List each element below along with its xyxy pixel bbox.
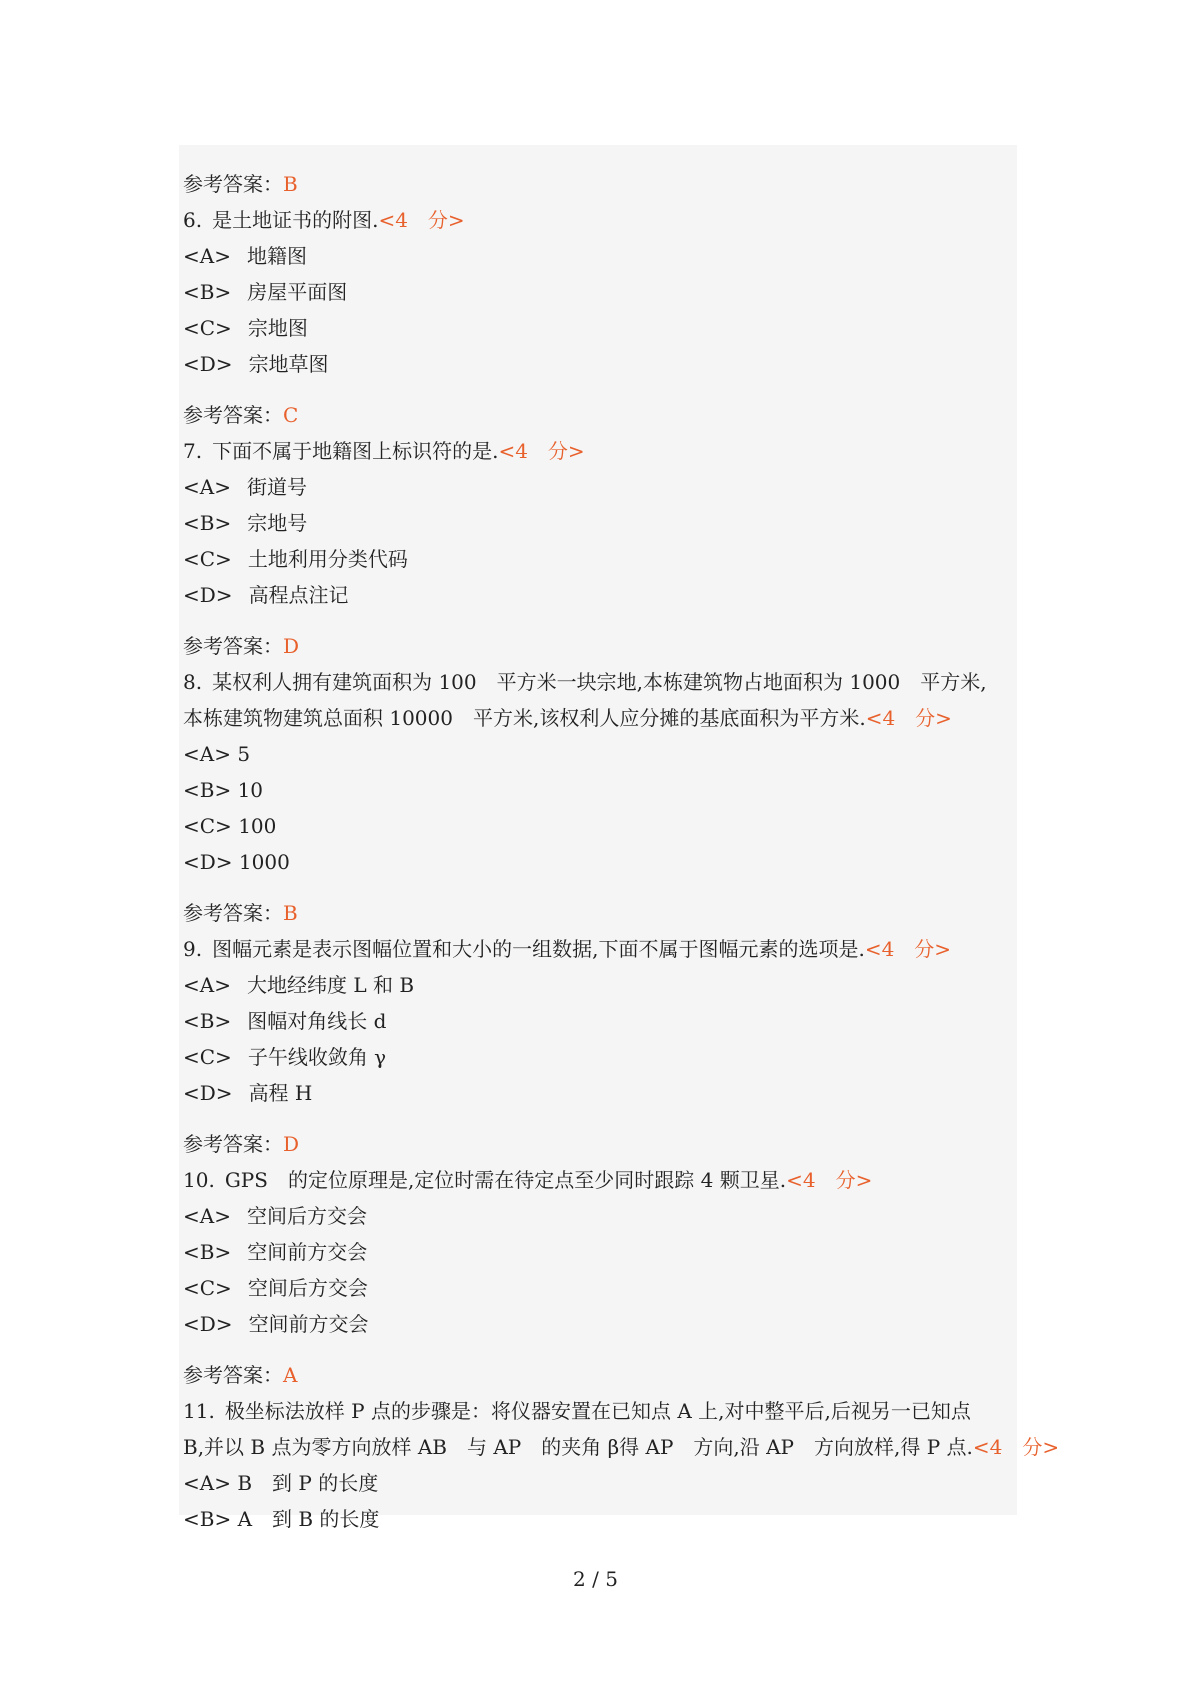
option-a [183, 1198, 1017, 1234]
answer-line [183, 166, 1017, 202]
question-number: 9. [183, 937, 203, 961]
question-text: GPS 的定位原理是,定位时需在待定点至少同时跟踪 4 颗卫星. [224, 1168, 787, 1192]
option-label: <A> [183, 1471, 231, 1495]
option-label: <C> [183, 316, 232, 340]
option-text: 空间前方交会 [248, 1312, 369, 1336]
question-text: 图幅元素是表示图幅位置和大小的一组数据,下面不属于图幅元素的选项是. [212, 937, 865, 961]
option-b [183, 1003, 1017, 1039]
answer-line [183, 628, 1017, 664]
option-label: <A> [183, 1204, 231, 1228]
answer-value: C [283, 403, 299, 427]
option-text: 宗地草图 [248, 352, 329, 376]
answer-label: 参考答案： [183, 403, 283, 427]
question-8-continued [183, 700, 1017, 736]
option-a [183, 238, 1017, 274]
option-d [183, 1075, 1017, 1111]
question-score: <4 分> [865, 706, 952, 730]
option-label: <B> [183, 1507, 232, 1531]
option-label: <B> [183, 778, 232, 802]
option-label: <D> [183, 583, 233, 607]
answer-line [183, 397, 1017, 433]
option-text: 房屋平面图 [247, 280, 348, 304]
option-label: <B> [183, 511, 232, 535]
answer-line [183, 1126, 1017, 1162]
option-text: 大地经纬度 L 和 B [246, 973, 415, 997]
option-c [183, 808, 1017, 844]
answer-line [183, 1357, 1017, 1393]
option-a [183, 1465, 1017, 1501]
option-label: <D> [183, 1081, 233, 1105]
question-number: 11. [183, 1399, 215, 1423]
question-6 [183, 202, 1017, 238]
option-b [183, 505, 1017, 541]
option-text: 宗地号 [247, 511, 308, 535]
option-text: 空间后方交会 [246, 1204, 367, 1228]
answer-line [183, 895, 1017, 931]
question-8 [183, 664, 1017, 700]
answer-label: 参考答案： [183, 1363, 283, 1387]
option-label: <C> [183, 1045, 232, 1069]
answer-label: 参考答案： [183, 1132, 283, 1156]
option-text: B 到 P 的长度 [237, 1471, 379, 1495]
question-number: 7. [183, 439, 203, 463]
option-text: 空间后方交会 [247, 1276, 368, 1300]
option-c [183, 1039, 1017, 1075]
option-text: 5 [237, 742, 251, 766]
question-text: 下面不属于地籍图上标识符的是. [212, 439, 499, 463]
option-label: <D> [183, 1312, 233, 1336]
option-a [183, 967, 1017, 1003]
question-text: 极坐标法放样 P 点的步骤是：将仪器安置在已知点 A 上,对中整平后,后视另一已知点 [224, 1399, 971, 1423]
option-c [183, 310, 1017, 346]
answer-label: 参考答案： [183, 172, 283, 196]
answer-label: 参考答案： [183, 901, 283, 925]
question-text: 某权利人拥有建筑面积为 100 平方米一块宗地,本栋建筑物占地面积为 1000 平方米, [212, 670, 987, 694]
option-text: 1000 [238, 850, 290, 874]
option-label: <B> [183, 280, 232, 304]
option-text: 土地利用分类代码 [247, 547, 408, 571]
option-b [183, 772, 1017, 808]
question-text: B,并以 B 点为零方向放样 AB 与 AP 的夹角 β得 AP 方向,沿 AP 方向放样,得 P 点. [183, 1435, 973, 1459]
option-label: <A> [183, 742, 231, 766]
option-label: <C> [183, 1276, 232, 1300]
option-c [183, 1270, 1017, 1306]
page-content [179, 145, 1060, 1531]
option-text: A 到 B 的长度 [237, 1507, 380, 1531]
option-d [183, 1306, 1017, 1342]
question-11-continued [183, 1429, 1060, 1465]
question-number: 6. [183, 208, 203, 232]
option-text: 图幅对角线长 d [247, 1009, 387, 1033]
option-text: 高程点注记 [248, 583, 349, 607]
option-label: <C> [183, 814, 232, 838]
answer-value: D [283, 634, 300, 658]
question-score: <4 分> [786, 1168, 873, 1192]
option-text: 高程 H [248, 1081, 313, 1105]
question-7 [183, 433, 1017, 469]
option-label: <D> [183, 850, 233, 874]
answer-value: A [283, 1363, 298, 1387]
option-label: <D> [183, 352, 233, 376]
option-label: <B> [183, 1240, 232, 1264]
option-text: 100 [238, 814, 277, 838]
option-text: 地籍图 [246, 244, 307, 268]
question-score: <4 分> [864, 937, 952, 961]
page-number: 2 / 5 [573, 1567, 618, 1591]
option-label: <A> [183, 973, 231, 997]
option-label: <C> [183, 547, 232, 571]
question-score: <4 分> [498, 439, 585, 463]
question-number: 10. [183, 1168, 215, 1192]
option-label: <B> [183, 1009, 232, 1033]
answer-label: 参考答案： [183, 634, 283, 658]
option-text: 空间前方交会 [247, 1240, 368, 1264]
option-label: <A> [183, 475, 231, 499]
question-11 [183, 1393, 1017, 1429]
option-b [183, 1234, 1017, 1270]
option-d [183, 346, 1017, 382]
question-9 [183, 931, 1017, 967]
question-text: 是土地证书的附图. [212, 208, 379, 232]
option-b [183, 274, 1017, 310]
option-label: <A> [183, 244, 231, 268]
option-text: 10 [237, 778, 264, 802]
question-text: 本栋建筑物建筑总面积 10000 平方米,该权利人应分摊的基底面积为平方米. [183, 706, 866, 730]
option-d [183, 844, 1017, 880]
option-d [183, 577, 1017, 613]
option-b [183, 1501, 1017, 1537]
question-score: <4 分> [972, 1435, 1060, 1459]
option-a [183, 736, 1017, 772]
option-text: 街道号 [246, 475, 307, 499]
answer-value: D [283, 1132, 300, 1156]
answer-value: B [283, 901, 298, 925]
option-c [183, 541, 1017, 577]
option-text: 宗地图 [247, 316, 308, 340]
question-number: 8. [183, 670, 203, 694]
option-text: 子午线收敛角 γ [247, 1045, 387, 1069]
question-10 [183, 1162, 1017, 1198]
answer-value: B [283, 172, 298, 196]
question-score: <4 分> [378, 208, 465, 232]
option-a [183, 469, 1017, 505]
